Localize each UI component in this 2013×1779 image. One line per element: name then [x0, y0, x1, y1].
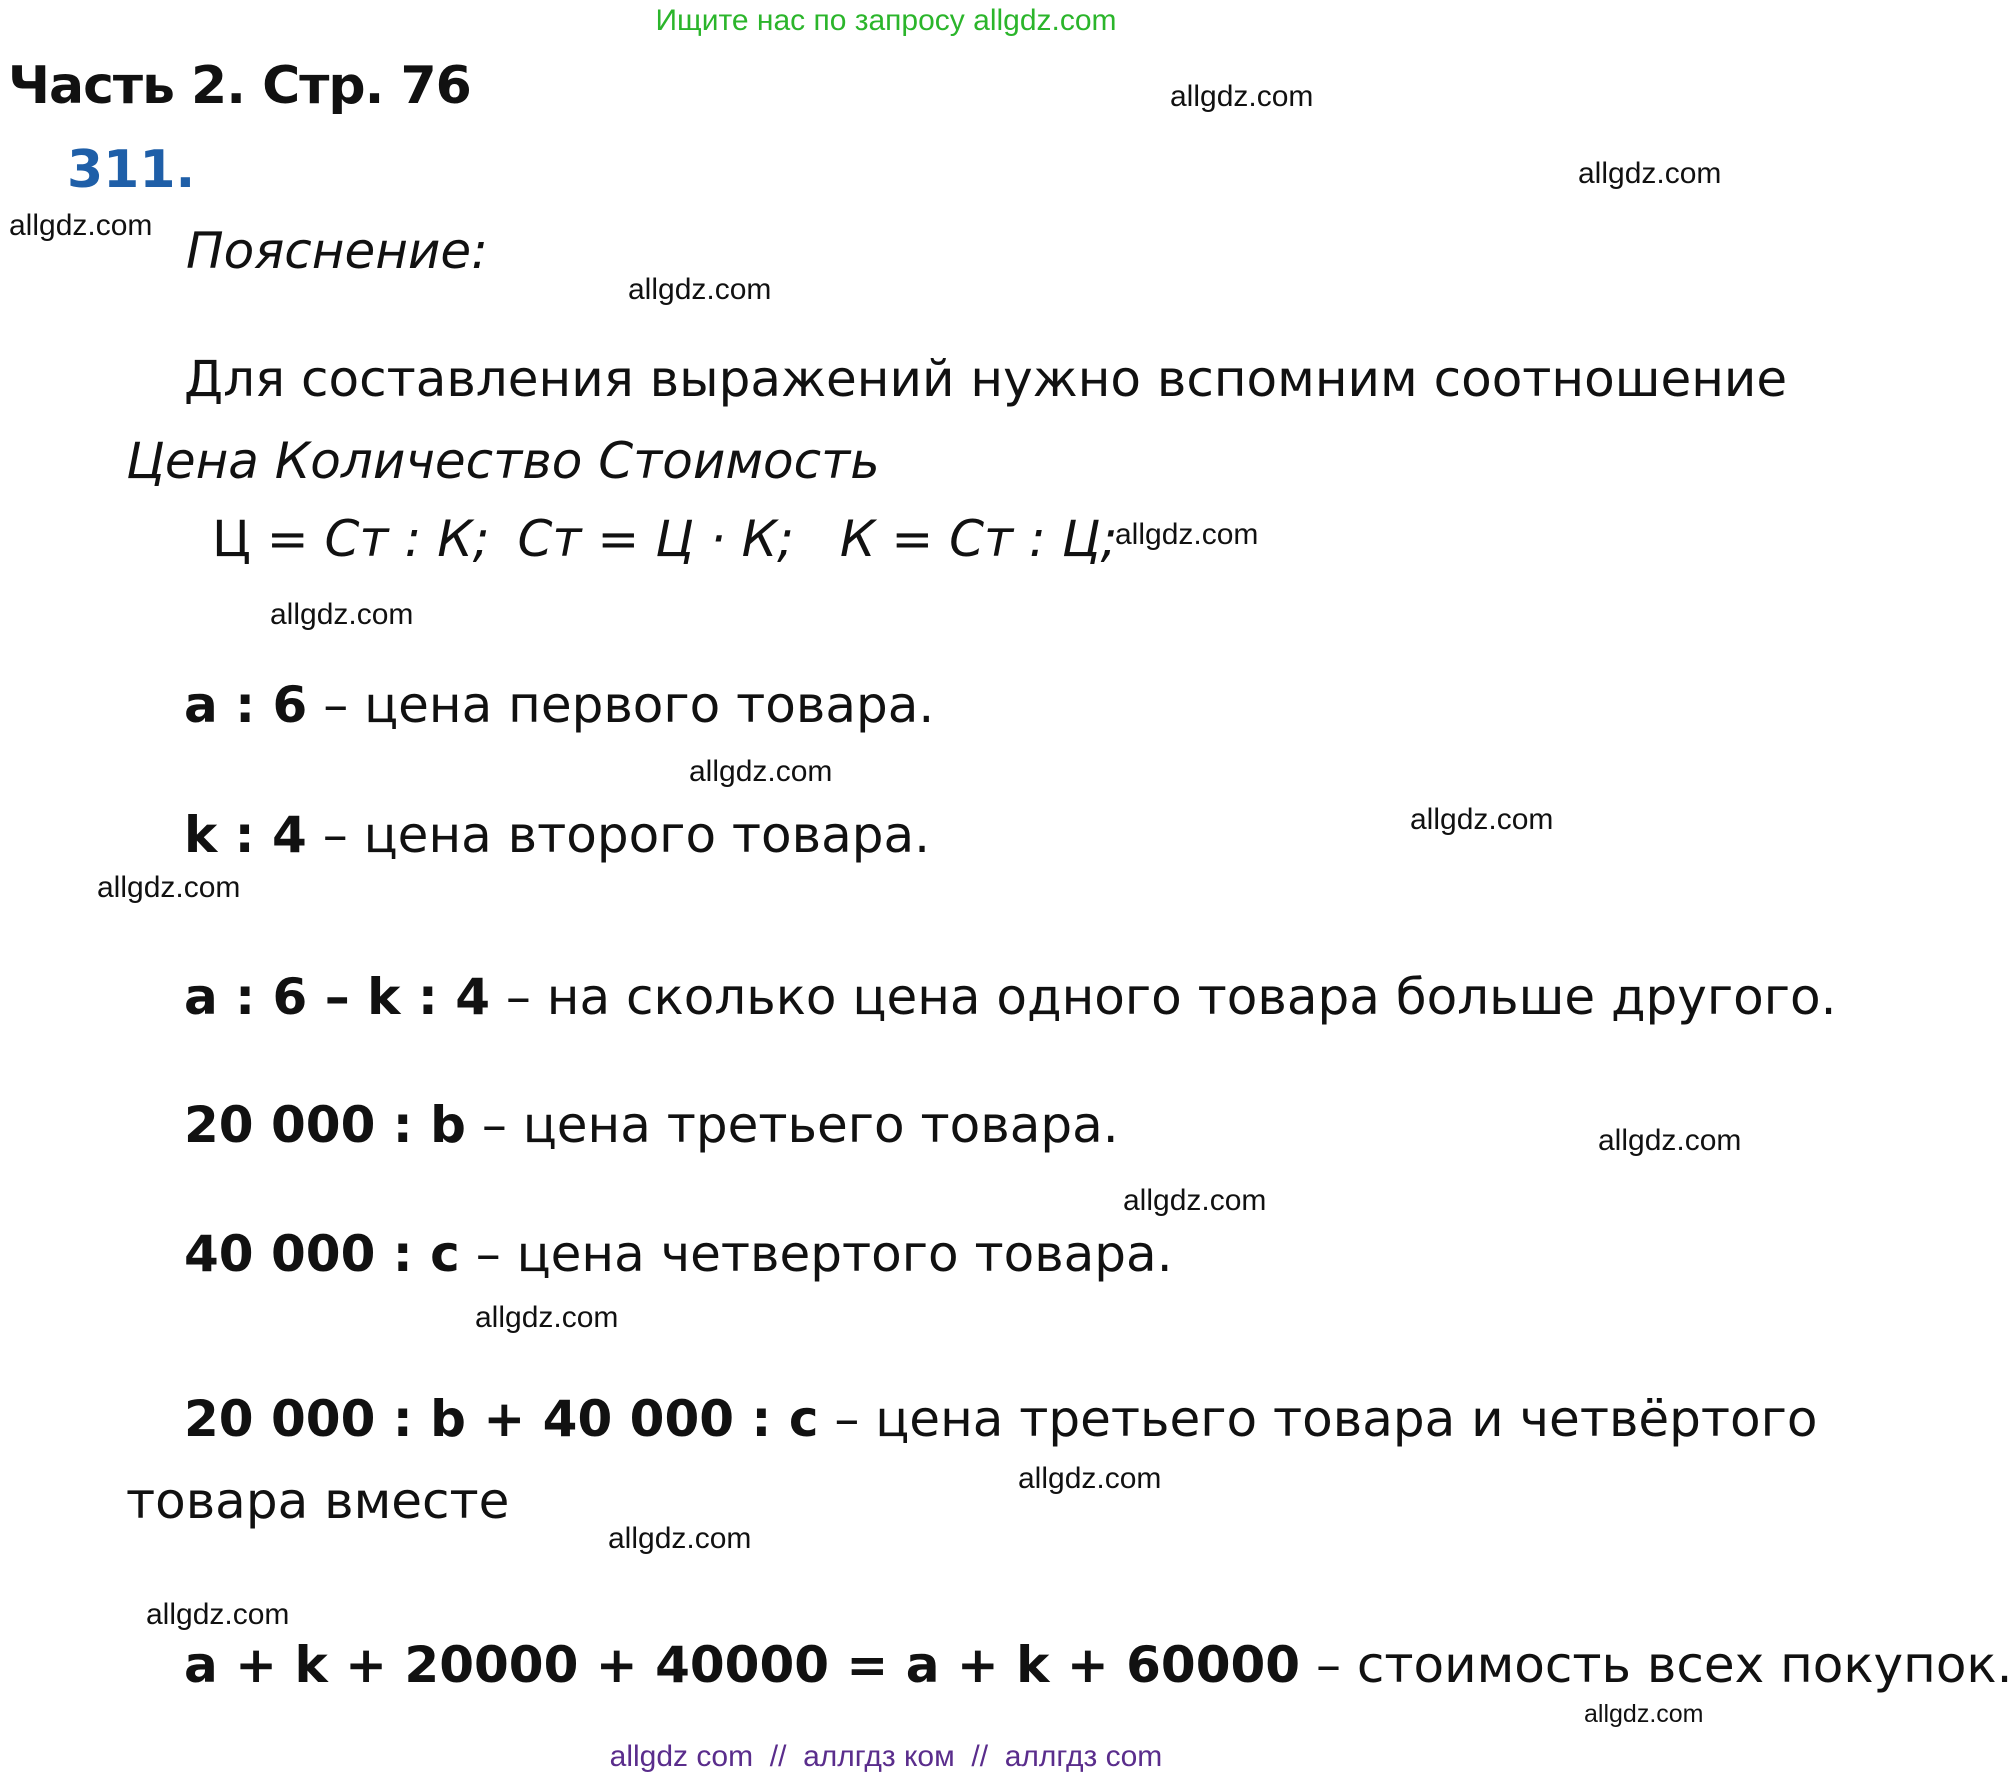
watermark: allgdz.com: [270, 598, 414, 631]
watermark: allgdz.com: [1115, 518, 1259, 551]
description: – цена четвертого товара.: [459, 1225, 1173, 1283]
watermark: allgdz.com: [608, 1522, 752, 1555]
watermark: allgdz.com: [1410, 803, 1554, 836]
watermark: allgdz.com: [475, 1301, 619, 1334]
formula-1-rhs: = Ст : К;: [266, 510, 490, 568]
page-heading: Часть 2. Стр. 76: [8, 56, 471, 116]
expression: a : 6: [184, 676, 308, 734]
description: – цена третьего товара.: [465, 1096, 1119, 1154]
line-difference: [184, 968, 1837, 1026]
relation-text: Цена Количество Стоимость: [126, 432, 880, 490]
watermark: allgdz.com: [1123, 1184, 1267, 1217]
watermark: allgdz.com: [97, 871, 241, 904]
formula-row: [212, 510, 1117, 568]
expression: 40 000 : c: [184, 1225, 460, 1283]
description: – стоимость всех покупок.: [1300, 1636, 2013, 1694]
formula-2: Ст = Ц · К;: [517, 510, 795, 568]
expression: 20 000 : b + 40 000 : c: [184, 1390, 819, 1448]
line-third-and-fourth-cont: [126, 1472, 509, 1530]
line-total: [184, 1636, 2013, 1694]
watermark: allgdz.com: [628, 273, 772, 306]
description: – цена первого товара.: [307, 676, 935, 734]
watermark: allgdz.com: [9, 209, 153, 242]
watermark: allgdz.com: [1578, 157, 1722, 190]
task-number: 311.: [67, 140, 196, 200]
expression: 20 000 : b: [184, 1096, 466, 1154]
description: товара вместе: [126, 1472, 510, 1530]
line-price-second: [184, 806, 930, 864]
watermark: allgdz.com: [1598, 1124, 1742, 1157]
line-third-and-fourth: [184, 1390, 1817, 1448]
line-price-first: [184, 676, 934, 734]
watermark: allgdz.com: [146, 1598, 290, 1631]
expression: a + k + 20000 + 40000 = a + k + 60000: [184, 1636, 1301, 1694]
description: – цена третьего товара и четвёртого: [818, 1390, 1818, 1448]
explanation-label: Пояснение:: [186, 222, 489, 280]
expression: a : 6 – k : 4: [184, 968, 491, 1026]
watermark: allgdz.com: [1018, 1462, 1162, 1495]
line-price-third: [184, 1096, 1119, 1154]
watermark: allgdz.com: [689, 755, 833, 788]
formula-3: К = Ст : Ц;: [839, 510, 1118, 568]
search-banner: Ищите нас по запросу allgdz.com: [655, 4, 1117, 37]
formula-1-lhs: Ц: [212, 510, 251, 568]
description: – цена второго товара.: [306, 806, 931, 864]
expression: k : 4: [184, 806, 307, 864]
description: – на сколько цена одного товара больше другого.: [490, 968, 1837, 1026]
watermark: allgdz.com: [1584, 1700, 1704, 1728]
watermark: allgdz.com: [1170, 80, 1314, 113]
intro-text: Для составления выражений нужно вспомним соотношение: [184, 350, 1788, 408]
line-price-fourth: [184, 1225, 1173, 1283]
footer-links: allgdz com // аллгдз ком // аллгдз com: [609, 1740, 1163, 1773]
